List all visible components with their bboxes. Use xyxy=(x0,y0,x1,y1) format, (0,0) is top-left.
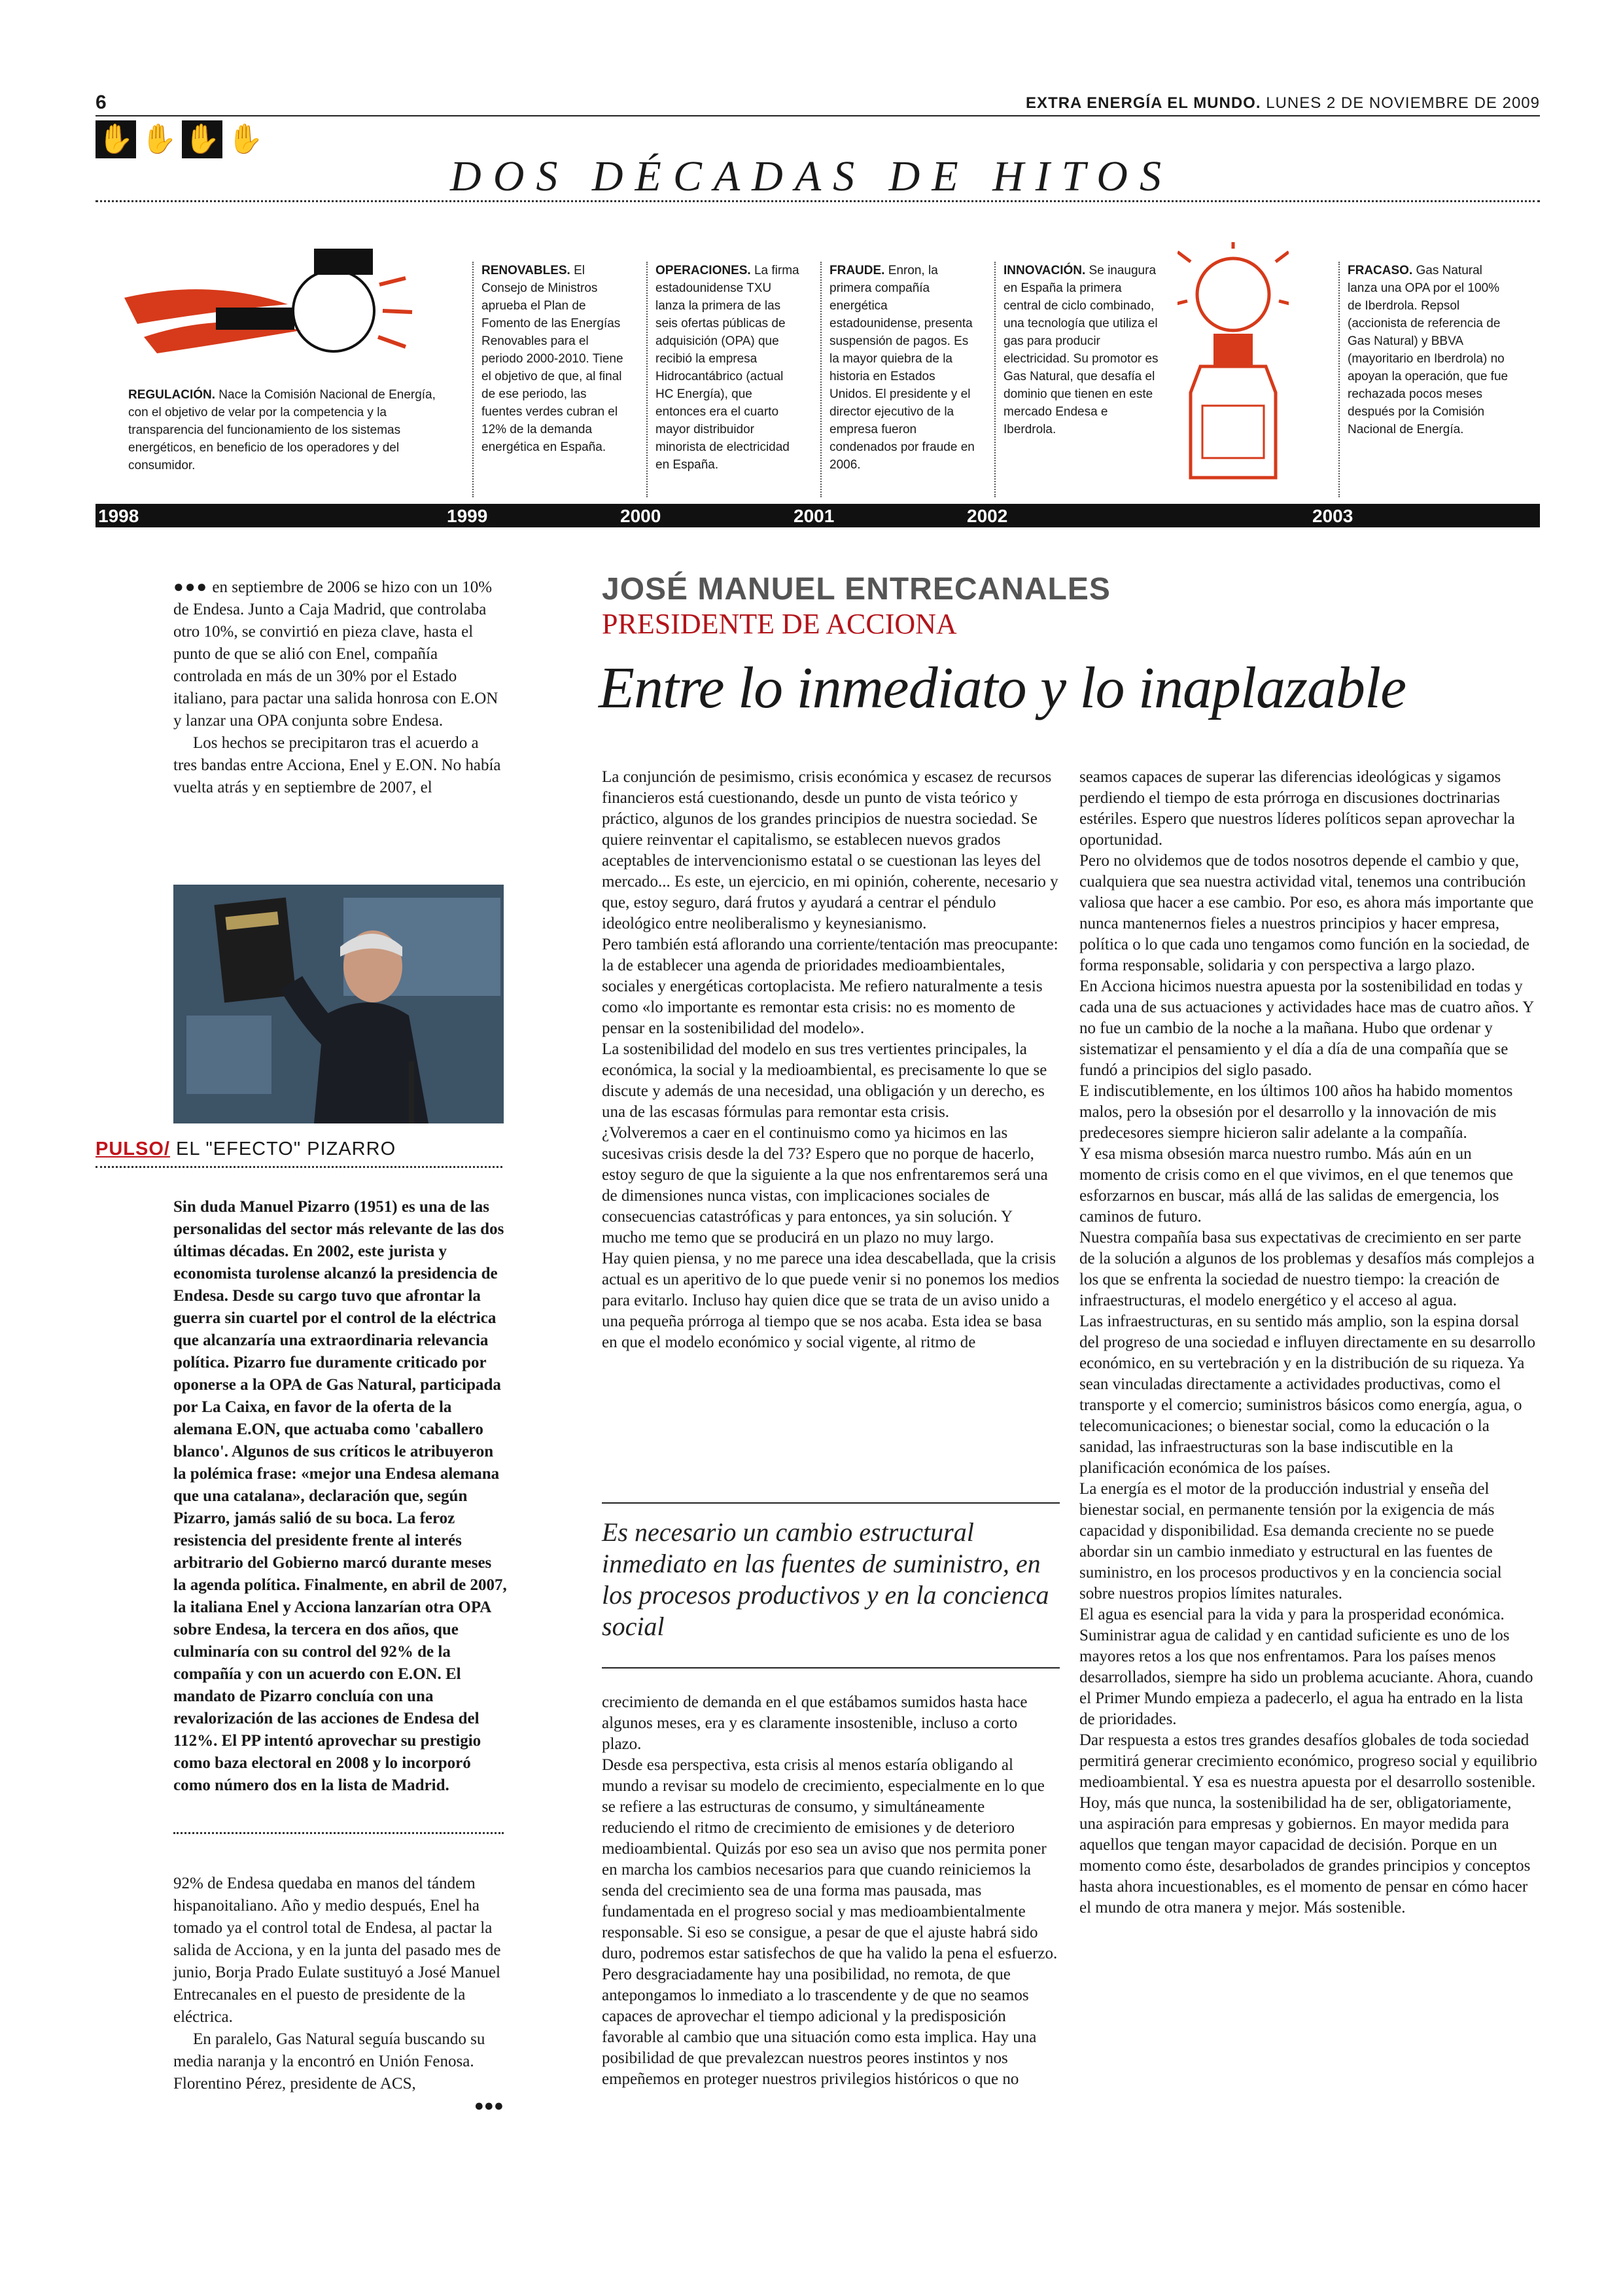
timeline-text: Gas Natural lanza una OPA por el 100% de Iberdrola. Repsol (accionista de referencia de Gas Natural) y BBVA (mayoritario en Iberdrola) no apoyan la operación, que fue rechazada pocos meses después por la Comisión Nacional de Energía. xyxy=(1348,264,1509,436)
left-para-4: En paralelo, Gas Natural seguía buscando su media naranja y la encontró en Unión Fenosa. Florentino Pérez, presidente de ACS, xyxy=(173,2030,485,2093)
article-col1 xyxy=(602,767,1060,1353)
article-paragraph: E indiscutiblemente, en los últimos 100 años ha habido momentos malos, pero la obsesión por el desarrollo y la innovación de mis predecesores siempre hicieron salir adelante a la compañía. xyxy=(1079,1082,1513,1142)
timeline-item-2002 xyxy=(998,262,1168,438)
pulso-divider xyxy=(96,1166,502,1168)
article-paragraph: La sostenibilidad del modelo en sus tres vertientes principales, la económica, la social y la medioambiental, es precisamente lo que se discute y además de una necesidad, una obligación y un derecho, es una de las escasas fórmulas para remontar esta crisis. xyxy=(602,1040,1047,1121)
hand-icon: ✋ xyxy=(141,123,177,155)
article-author: JOSÉ MANUEL ENTRECANALES xyxy=(602,572,1111,607)
article-paragraph: Las infraestructuras, en su sentido más amplio, son la espina dorsal del progreso de una sociedad e influyen directamente en su desarrollo económico, en su vertebración y en la distribución de su riqueza. Ya sean vinculadas directamente a actividades productivas, como el transporte y el comercio; suministros básicos como energía, agua, o telecomunicaciones; o bienestar social, como la educación o la sanidad, las infraestructuras son la base indiscutible en la planificación económica de los países. xyxy=(1079,1313,1535,1477)
end-dots: ●●● xyxy=(474,2097,504,2115)
timeline-item-1999 xyxy=(476,262,637,456)
hand-icon: ✋ xyxy=(227,123,264,155)
regulation-illustration xyxy=(118,239,458,383)
article-paragraph: Nuestra compañía basa sus expectativas de crecimiento en ser parte de la solución a algunos de los problemas y desafíos más complejos a los que se enfrenta la sociedad de nuestro tiempo: la creación de infraestructuras, el modelo energético y el acceso al agua. xyxy=(1079,1229,1535,1309)
timeline-heading: FRACASO. xyxy=(1348,264,1413,277)
quote-rule-bottom xyxy=(602,1667,1060,1669)
quote-rule-top xyxy=(602,1502,1060,1504)
year-label: 2003 xyxy=(1312,506,1353,526)
timeline-heading: RENOVABLES. xyxy=(481,264,570,277)
cap-shape xyxy=(314,249,373,275)
left-para-2: Los hechos se precipitaron tras el acuerdo a tres bandas entre Acciona, Enel y E.ON. No había vuelta atrás y en septiembre de 2007, el xyxy=(173,734,501,796)
article-paragraph: En Acciona hicimos nuestra apuesta por la sostenibilidad en todas y cada una de sus actuaciones y actividades hace mas de cuatro años. Y no fue un cambio de la noche a la mañana. Hubo que ordenar y sistematizar el pensamiento y el día a día de una compañía que se fundó a principios del siglo pasado. xyxy=(1079,978,1534,1079)
timeline-text: Enron, la primera compañía energética estadounidense, presenta suspensión de pagos. Es la mayor quiebra de la historia en Estados Unidos. El presidente y el director ejecutivo de la empresa fueron condenados por fraude en 2006. xyxy=(829,264,975,472)
article-paragraph: Pero no olvidemos que de todos nosotros depende el cambio y que, cualquiera que sea nuestra actividad vital, tenemos una contribución valiosa que hacer a ese cambio. Por eso, es ahora más importante que nunca mantenernos fieles a nuestros principios y hacer empresa, política o lo que cada uno tengamos como función en la sociedad, de forma responsable, solidaria y con perspectiva a largo plazo. xyxy=(1079,852,1534,974)
timeline-item-2001 xyxy=(824,262,985,474)
article-role: PRESIDENTE DE ACCIONA xyxy=(602,608,957,640)
timeline-divider xyxy=(1338,262,1340,497)
edition-title: EXTRA ENERGÍA EL MUNDO. xyxy=(1026,94,1261,112)
article-paragraph: Y esa misma obsesión marca nuestro rumbo. Más aún en un momento de crisis como en el que vivimos, en el que tenemos que esforzarnos en buscar, más allá de las salidas de emergencia, los caminos de futuro. xyxy=(1079,1145,1514,1226)
pulso-tag: PULSO/ xyxy=(96,1139,170,1159)
article-paragraph: Pero desgraciadamente hay una posibilidad, no remota, de que antepongamos lo inmediato a lo trascendente y de que no seamos capaces de aprovechar el tiempo adicional y la predisposición favorable al cambio que una situación como esta implica. Hay una posibilidad de que prevalezcan nuestros peores instintos y nos empeñemos en proteger nuestros privilegios históricos o que no xyxy=(602,1966,1037,2088)
section-title: DOS DÉCADAS DE HITOS xyxy=(450,152,1173,200)
lead-dots: ●●● xyxy=(173,577,209,596)
article-paragraph: Pero también está aflorando una corriente/tentación mas preocupante: la de establecer una agenda de prioridades medioambientales, sociales y energéticas cortoplacista. Me refiero naturalmente a tesis como «lo importante es remontar esta crisis: no es momento de pensar en la sostenibilidad del modelo». xyxy=(602,936,1058,1037)
timeline-text: Nace la Comisión Nacional de Energía, con el objetivo de velar por la competencia y la transparencia del funcionamiento de los sistemas energéticos, en beneficio de los operadores y del consumidor. xyxy=(128,388,436,472)
photo-pizarro xyxy=(173,885,504,1123)
timeline-heading: REGULACIÓN. xyxy=(128,388,215,402)
hand-icon: ✋ xyxy=(96,120,136,158)
article-paragraph: ¿Volveremos a caer en el continuismo como ya hicimos en las sucesivas crisis desde la del 73? Espero que no porque de hacerlo, estoy seguro de que la siguiente a la que nos enfrentaremos será una de dimensiones nunca vistas, con implicaciones sociales de consecuencias catastróficas y para entonces, ya sin solución. Y mucho me temo que se producirá en un plazo no muy largo. xyxy=(602,1124,1048,1246)
year-label: 2000 xyxy=(620,506,661,526)
year-label: 1998 xyxy=(98,506,139,526)
timeline-divider xyxy=(646,262,648,497)
timeline-divider xyxy=(472,262,474,497)
timeline-divider xyxy=(994,262,996,497)
article-paragraph: crecimiento de demanda en el que estábamos sumidos hasta hace algunos meses, era y es claramente insostenible, incluso a corto plazo. xyxy=(602,1693,1028,1753)
article-headline: Entre lo inmediato y lo inaplazable xyxy=(599,656,1406,720)
year-label: 2002 xyxy=(967,506,1008,526)
article-paragraph: Dar respuesta a estos tres grandes desafíos globales de toda sociedad permitirá generar crecimiento económico, progreso social y equilibrio medioambiental. Y esa es nuestra apuesta por el desarrollo sostenible. xyxy=(1079,1731,1537,1791)
left-column-top xyxy=(173,576,504,799)
section-divider xyxy=(96,200,1540,202)
pulso-end-rule xyxy=(173,1832,504,1834)
header-rule xyxy=(96,115,1540,116)
pulso-heading xyxy=(96,1139,396,1160)
bottle-label-shape xyxy=(1202,406,1264,458)
left-para-3: 92% de Endesa quedaba en manos del tándem hispanoitaliano. Año y medio después, Enel ha tomado ya el control total de Endesa, al pactar la salida de Acciona, y en la junta del pasado mes de junio, Borja Prado Eulate sustituyó a José Manuel Entrecanales en el puesto de presidente de la eléctrica. xyxy=(173,1875,501,2026)
timeline-heading: OPERACIONES. xyxy=(655,264,751,277)
bottle-neck-shape xyxy=(1213,334,1253,366)
pulso-body: Sin duda Manuel Pizarro (1951) es una de las personalidas del sector más relevante de las dos últimas décadas. En 2002, este jurista y economista turolense alcanzó la presidencia de Endesa. Desde su cargo tuvo que afrontar la guerra sin cuartel por el control de la eléctrica que alcanzaría una extraordinaria relevancia política. Pizarro fue duramente criticado por oponerse a la OPA de Gas Natural, participada por La Caixa, en favor de la oferta de la alemana E.ON, que actuaba como 'caballero blanco'. Algunos de sus críticos le atribuyeron la polémica frase: «mejor una Endesa alemana que una catalana», declaración que, según Pizarro, jamás salió de su boca. La feroz resistencia del presidente frente al interés arbitrario del Gobierno marcó durante meses la agenda política. Finalmente, en abril de 2007, la italiana Enel y Acciona lanzarían otra OPA sobre Endesa, la tercera en dos años, que culminaría con su control del 92% de la compañía y con un acuerdo con E.ON. El mandato de Pizarro concluía con una revalorización de las acciones de Endesa del 112%. El PP intentó aprovechar su prestigio como baza electoral en 2008 y lo incorporó como número dos en la lista de Madrid. xyxy=(173,1198,507,1794)
ray-lines xyxy=(1178,242,1289,304)
bulb-shape xyxy=(1197,258,1269,330)
article-paragraph: El agua es esencial para la vida y para la prosperidad económica. Suministrar agua de calidad y en cantidad suficiente es uno de los mayores retos a los que nos enfrentamos. Para los países menos desarrollados, siempre ha sido un problema acuciante. Ahora, cuando el Primer Mundo empieza a padecerlo, el agua ha entrado en la lista de prioridades. xyxy=(1079,1606,1533,1728)
year-label: 1999 xyxy=(447,506,488,526)
article-paragraph: seamos capaces de superar las diferencias ideológicas y sigamos perdiendo el tiempo de esta prórroga en discusiones doctrinarias estériles. Espero que nuestros líderes políticos sepan aprovechar la oportunidad. xyxy=(1079,768,1515,849)
pulso-title: EL "EFECTO" PIZARRO xyxy=(176,1139,396,1159)
pull-quote: Es necesario un cambio estructural inmediato en las fuentes de suministro, en los procesos productivos y en la concienca social xyxy=(602,1517,1049,1641)
hand-icon: ✋ xyxy=(182,120,222,158)
bulb-head-shape xyxy=(293,270,374,351)
edition-date: LUNES 2 DE NOVIEMBRE DE 2009 xyxy=(1266,94,1540,112)
left-para-1-text: en septiembre de 2006 se hizo con un 10% de Endesa. Junto a Caja Madrid, que controlaba otro 10%, se convirtió en pieza clave, hasta el punto de que se alió con Enel, compañía controlada en más de un 30% por el Estado italiano, para pactar una salida honrosa con E.ON y lanzar una OPA conjunta sobre Endesa. xyxy=(173,578,498,730)
timeline-heading: INNOVACIÓN. xyxy=(1003,264,1086,277)
timeline-item-1998 xyxy=(123,386,444,474)
article-paragraph: La energía es el motor de la producción industrial y enseña del bienestar social, en permanente tensión por la exigencia de más capacidad y disponibilidad. Esa demanda creciente no se puede abordar sin un cambio inmediato y estructural en las fuentes de suministro, en los procesos productivos y en la conciencia social sobre nuestros propios límites naturales. xyxy=(1079,1480,1502,1602)
left-para-1 xyxy=(173,576,504,732)
photo-illustration xyxy=(173,885,504,1123)
timeline-divider xyxy=(820,262,822,497)
spark-lines xyxy=(378,278,412,347)
article-col1-bottom xyxy=(602,1692,1060,2090)
article-paragraph: Hoy, más que nunca, la sostenibilidad ha de ser, obligatoriamente, una aspiración para empresas y gobiernos. En mayor medida para aquellos que tengan mayor capacidad de decisión. Porque en un momento como éste, desarbolados de grandes principios y conceptos hasta ahora incuestionables, es el momento de pensar en cómo hacer el mundo de otra manera y mejor. Más sostenible. xyxy=(1079,1794,1531,1916)
year-label: 2001 xyxy=(794,506,835,526)
article-paragraph: La conjunción de pesimismo, crisis económica y escasez de recursos financieros está cuestionando, desde un punto de vista teórico y práctico, algunos de los grandes principios de nuestra sociedad. Se quiere reinventar el capitalismo, se establecen nuevos grados aceptables de intervencionismo estatal o se cuestionan las leyes del mercado... Es este, un ejercicio, en mi opinión, coherente, necesario y que, estoy seguro, dará frutos y ayudará a centrar el péndulo ideológico entre neoliberalismo y keynesianismo. xyxy=(602,768,1058,932)
article-paragraph: Desde esa perspectiva, esta crisis al menos estaría obligando al mundo a revisar su modelo de crecimiento, especialmente en lo que se refiere a las estructuras de consumo, y simultáneamente reduciendo el ritmo de crecimiento de emisiones y de deterioro medioambiental. Quizás por eso sea un aviso que nos permita poner en marcha los cambios necesarios para que cuando reiniciemos la senda del crecimiento sea de una forma mas pausada, mas fundamentada en el progreso social y mas medioambientalmente responsable. Si eso se consigue, a pesar de que el ajuste habrá sido duro, podremos estar satisfechos de que ha valido la pena el esfuerzo. xyxy=(602,1756,1058,1962)
timeline-text: Se inaugura en España la primera central de ciclo combinado, una tecnología que utiliza el gas para producir electricidad. Su promotor es Gas Natural, que desafía el dominio que tienen en este mercado Endesa e Iberdrola. xyxy=(1003,264,1159,436)
timeline-item-2003 xyxy=(1342,262,1519,438)
article-col2 xyxy=(1079,767,1537,1918)
article-paragraph: Hay quien piensa, y no me parece una idea descabellada, que la crisis actual es un aperitivo de lo que puede venir si no ponemos los medios para evitarlo. Incluso hay quien dice que se trata de un aviso unido a una pequeña prórroga al tiempo que se nos acaba. Esta idea se basa en que el modelo económico y social vigente, al ritmo de xyxy=(602,1250,1060,1351)
page-number: 6 xyxy=(96,92,107,113)
timeline-text: El Consejo de Ministros aprueba el Plan de Fomento de las Energías Renovables para el periodo 2000-2010. Tiene el objetivo de que, al final de ese periodo, las fuentes verdes cubran el 12% de la demanda energética en España. xyxy=(481,264,623,454)
telescope-shape xyxy=(216,308,294,330)
timeline-item-2000 xyxy=(650,262,811,474)
innovation-illustration xyxy=(1178,242,1289,491)
left-column-bottom xyxy=(173,1873,504,2117)
edition-line xyxy=(1026,94,1540,113)
timeline-heading: FRAUDE. xyxy=(829,264,885,277)
timeline-text: La firma estadounidense TXU lanza la primera de las seis ofertas públicas de adquisición (OPA) que recibió la empresa Hidrocantábrico (actual HC Energía), que entonces era el cuarto mayor distribuidor minorista de electricidad en España. xyxy=(655,264,799,472)
